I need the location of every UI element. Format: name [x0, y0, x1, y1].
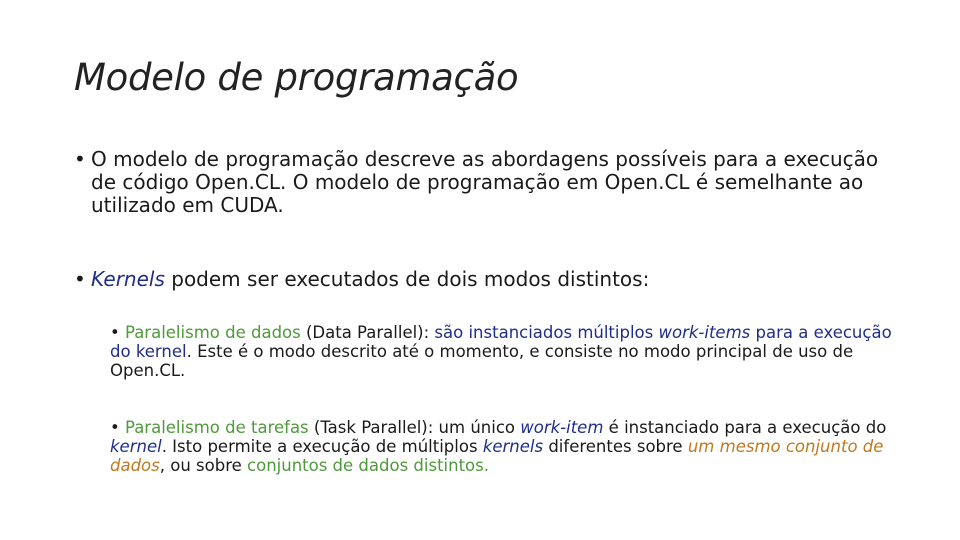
bullet-marker: •: [74, 147, 86, 171]
bullet-programming-model: [74, 148, 904, 217]
task-parallel-paren: (Task Parallel): um único: [308, 418, 521, 437]
subbullet-task-parallel: [110, 418, 910, 475]
work-item-term: work-item: [520, 418, 604, 437]
task-parallel-term: Paralelismo de tarefas: [124, 418, 309, 437]
data-parallel-rest: . Este é o modo descrito até o momento, e consiste no modo principal de uso de Open.CL.: [110, 342, 854, 380]
bullet-text: [74, 268, 904, 291]
desc-part: para a execução do kernel: [110, 323, 892, 361]
desc-part: são instanciados múltiplos: [434, 323, 659, 342]
work-items-term: work-items: [658, 323, 751, 342]
subbullet-marker: •: [110, 418, 120, 437]
task-parallel-desc: . Isto permite a execução de múltiplos: [161, 437, 483, 456]
data-parallel-term: Paralelismo de dados: [124, 323, 301, 342]
task-parallel-desc: , ou sobre: [159, 456, 248, 475]
bullet-text: O modelo de programação descreve as abordagens possíveis para a execução de código Open.CL. O modelo de programação em Open.CL é semelhante ao utilizado em CUDA.: [91, 147, 879, 217]
bullet-text-rest: podem ser executados de dois modos distintos:: [164, 267, 650, 291]
subbullet-marker: •: [110, 323, 120, 342]
bullet-marker: •: [74, 267, 86, 291]
distinct-datasets-term: conjuntos de dados distintos.: [247, 456, 489, 475]
same-dataset-term: um mesmo conjunto de dados: [110, 437, 884, 475]
subbullet-data-parallel: [110, 323, 910, 380]
task-parallel-desc: é instanciado para a execução do: [603, 418, 887, 437]
data-parallel-paren: (Data Parallel):: [300, 323, 435, 342]
kernels-term: kernels: [482, 437, 544, 456]
task-parallel-desc: diferentes sobre: [543, 437, 688, 456]
slide-title: Modelo de programação: [74, 56, 519, 99]
kernel-term: kernel: [110, 437, 162, 456]
kernels-term: Kernels: [91, 267, 165, 291]
bullet-kernels-modes: [74, 268, 904, 291]
